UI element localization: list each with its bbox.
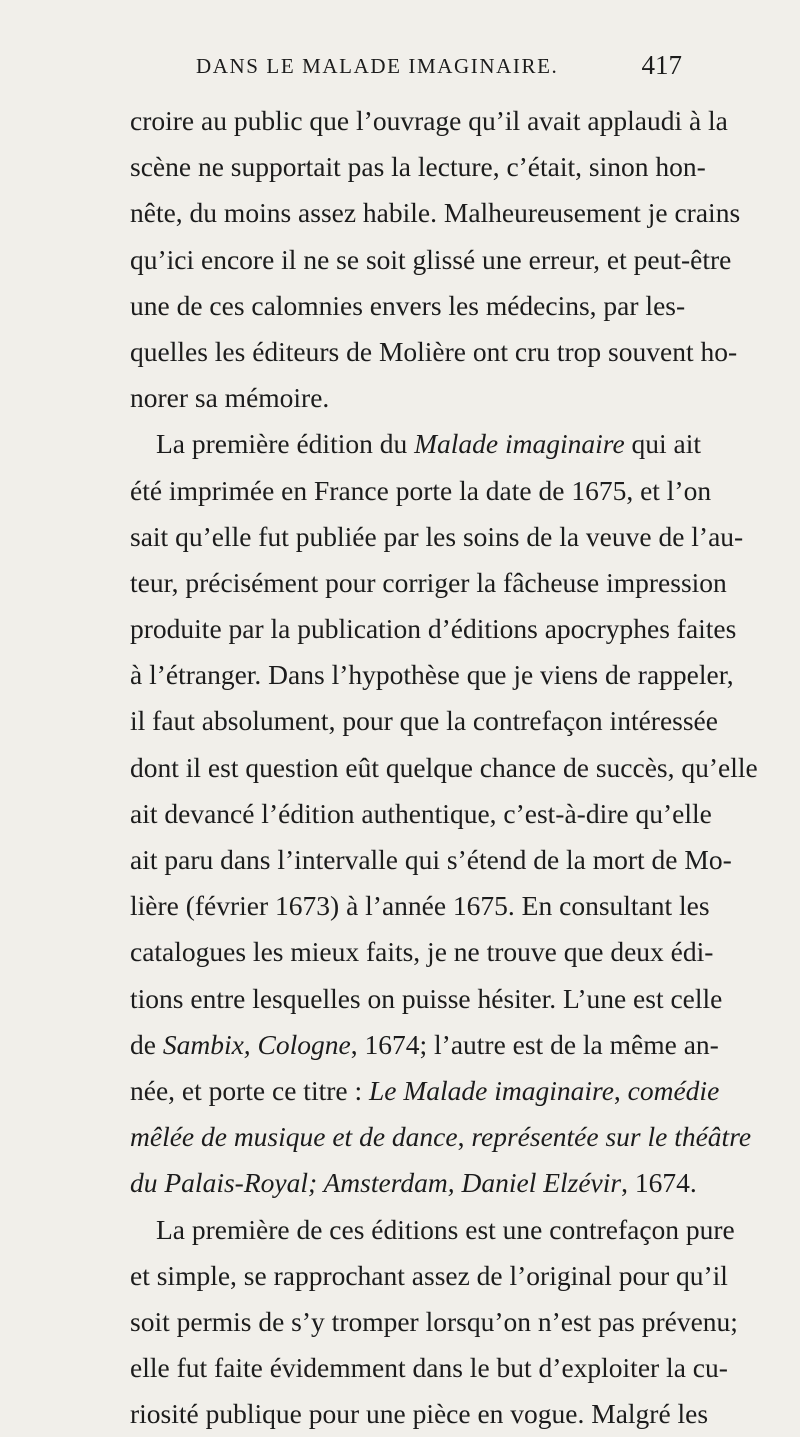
text-line bbox=[130, 1068, 720, 1114]
text-line bbox=[130, 1345, 728, 1391]
italic-text: représentée sur le théâtre bbox=[471, 1121, 752, 1153]
text-segment: ait paru dans l’intervalle qui s’étend de la mort de Mo- bbox=[130, 844, 732, 875]
text-line bbox=[130, 976, 723, 1022]
text-line bbox=[130, 652, 734, 698]
text-segment: à l’étranger. Dans l’hypothèse que je viens de rappeler, bbox=[130, 659, 734, 691]
text-segment: La première de ces éditions est une contrefaçon pure bbox=[156, 1213, 735, 1245]
text-line bbox=[130, 745, 758, 791]
text-line bbox=[130, 1207, 735, 1253]
italic-text: comédie bbox=[627, 1074, 720, 1106]
text-segment: elle fut faite évidemment dans le but d’exploiter la cu- bbox=[130, 1352, 728, 1384]
text-line bbox=[130, 698, 718, 744]
text-segment: de bbox=[130, 1028, 163, 1060]
text-line bbox=[130, 883, 710, 929]
italic-text: Malade imaginaire bbox=[414, 428, 625, 460]
text-line bbox=[130, 791, 712, 837]
body-text bbox=[130, 98, 758, 1437]
text-segment: catalogues les mieux faits, je ne trouve que deux édi- bbox=[130, 936, 714, 968]
text-line bbox=[130, 837, 732, 883]
text-segment: tions entre lesquelles on puisse hésiter. L’une est celle bbox=[130, 982, 723, 1014]
text-line bbox=[130, 1253, 728, 1299]
running-title: DANS LE MALADE IMAGINAIRE. bbox=[196, 54, 559, 78]
italic-text: Le Malade imaginaire bbox=[368, 1074, 614, 1106]
page-number: 417 bbox=[641, 50, 682, 80]
text-line bbox=[130, 929, 714, 975]
text-line bbox=[130, 1114, 752, 1160]
text-line bbox=[130, 1160, 697, 1206]
text-segment: teur, précisément pour corriger la fâcheuse impression bbox=[130, 566, 727, 598]
text-segment: quelles les éditeurs de Molière ont cru trop souvent ho- bbox=[130, 335, 738, 367]
text-segment: dont il est question eût quelque chance de succès, qu’elle bbox=[130, 751, 758, 783]
text-segment: été imprimée en France porte la date de 1675, et l’on bbox=[130, 474, 712, 506]
text-segment: qu’ici encore il ne se soit glissé une erreur, et peut-être bbox=[130, 243, 732, 275]
text-segment: nête, du moins assez habile. Malheureusement je crains bbox=[130, 197, 741, 229]
italic-text: mêlée de musique et de dance bbox=[130, 1121, 458, 1153]
text-segment: soit permis de s’y tromper lorsqu’on n’est pas prévenu; bbox=[130, 1305, 738, 1337]
text-segment: , 1674; l’autre est de la même an- bbox=[350, 1028, 719, 1060]
italic-text: du Palais-Royal; Amsterdam, Daniel Elzévir bbox=[130, 1167, 622, 1199]
text-line bbox=[130, 421, 702, 467]
text-line bbox=[130, 329, 738, 375]
text-segment: née, et porte ce titre : bbox=[130, 1074, 369, 1106]
text-line bbox=[130, 1299, 738, 1345]
text-line bbox=[130, 468, 712, 514]
text-segment: sait qu’elle fut publiée par les soins de la veuve de l’au- bbox=[130, 520, 744, 552]
text-segment: qui ait bbox=[624, 428, 702, 460]
text-segment: norer sa mémoire. bbox=[130, 382, 330, 414]
text-line bbox=[130, 1022, 719, 1068]
text-line bbox=[130, 190, 741, 236]
text-segment: ait devancé l’édition authentique, c’est-à-dire qu’elle bbox=[130, 797, 712, 829]
text-segment: La première édition du bbox=[156, 428, 415, 460]
text-segment: riosité publique pour une pièce en vogue. Malgré les bbox=[130, 1398, 709, 1430]
text-line bbox=[130, 144, 706, 190]
text-segment: il faut absolument, pour que la contrefaçon intéressée bbox=[130, 705, 718, 737]
text-segment: , bbox=[613, 1074, 628, 1106]
text-line bbox=[130, 375, 682, 421]
text-segment: , bbox=[457, 1121, 472, 1153]
text-segment: croire au public que l’ouvrage qu’il avait applaudi à la bbox=[130, 105, 728, 136]
text-line bbox=[130, 283, 686, 329]
text-line bbox=[130, 1391, 709, 1437]
running-head bbox=[130, 50, 682, 84]
text-segment: et simple, se rapprochant assez de l’original pour qu’il bbox=[130, 1259, 728, 1291]
text-line bbox=[130, 514, 744, 560]
text-line bbox=[130, 606, 737, 652]
text-segment: une de ces calomnies envers les médecins, par les- bbox=[130, 289, 686, 321]
italic-text: Sambix, Cologne bbox=[162, 1028, 351, 1060]
text-segment: produite par la publication d’éditions apocryphes faites bbox=[130, 613, 737, 645]
text-segment: scène ne supportait pas la lecture, c’était, sinon hon- bbox=[130, 151, 706, 183]
text-segment: lière (février 1673) à l’année 1675. En consultant les bbox=[130, 890, 710, 922]
text-segment: , 1674. bbox=[621, 1167, 697, 1199]
text-line bbox=[130, 98, 728, 144]
text-line bbox=[130, 237, 732, 283]
text-line bbox=[130, 560, 727, 606]
